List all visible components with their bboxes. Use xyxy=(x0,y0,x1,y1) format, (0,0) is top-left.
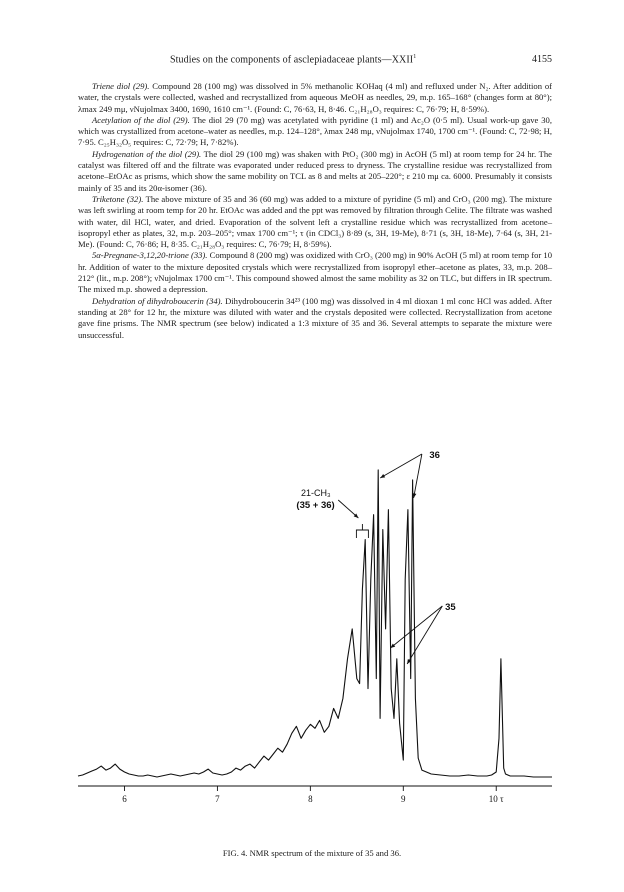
paragraph-hydrogenation: Hydrogenation of the diol (29). The diol 29 (100 mg) was shaken with PtO₂ (300 mg) in AcOH (5 ml) at room temp for 24 hr. The catalyst was filtered off and the filtrate was evaporated under reduced press to dryness. The crystalline residue was recrystallized from acetone–EtOAc as prisms, which show the same mobility on TCL as 8 and melts at 205–220°; ε 210 mμ ca. 6000. Presumably it consists mainly of 35 and its 20α-isomer (36). xyxy=(78,148,552,193)
nmr-figure xyxy=(60,438,560,838)
running-title: Studies on the components of asclepiadaceae plants—XXII$^1$ xyxy=(170,54,417,66)
x-axis xyxy=(78,786,552,804)
page-number: 4155 xyxy=(532,54,552,65)
annotation-21-ch3-sublabel: (35 + 36) xyxy=(296,500,335,511)
annotation-36-arrow-1 xyxy=(380,454,422,478)
body-text xyxy=(78,81,552,341)
paragraph-acetylation: Acetylation of the diol (29). The diol 29 (70 mg) was acetylated with pyridine (1 ml) and Ac₂O (0·5 ml). Usual work-up gave 30, which was crystallized from acetone–water as needles, m.p. 124–128°, λmax 248 mμ, νNujolmax 1740, 1700 cm⁻¹. (Found: C, 72·98; H, 7·95. C₂₅H₃₂O₅ requires: C, 72·79; H, 7·82%). xyxy=(78,114,552,148)
running-header xyxy=(78,54,552,68)
x-tick-label: 6 xyxy=(122,794,127,804)
annotation-21-ch3-label: 21-CH₃ xyxy=(301,488,331,498)
x-tick-label: 9 xyxy=(401,794,406,804)
x-tick-label: 8 xyxy=(308,794,313,804)
annotation-35-arrow-1 xyxy=(390,606,442,648)
annotation-35-label: 35 xyxy=(445,602,456,613)
paragraph-triketone: Triketone (32). The above mixture of 35 and 36 (60 mg) was added to a mixture of pyridine (5 ml) and CrO₃ (200 mg). The mixture was left swirling at room temp for 20 hr. EtOAc was added and the ppt was removed by filtration through Celite. The filtrate was washed with water, dil HCl, water, and dried. Evaporation of the solvent left a crystalline residue which was recrystallized from acetone–isopropyl ether as plates, 32, m.p. 203–205°; νmax 1700 cm⁻¹; τ (in CDCl₃) 8·89 (s, 3H, 19-Me), 8·71 (s, 3H, 18-Me), 7·64 (s, 3H, 21-Me). (Found: C, 76·86; H, 8·35. C₂₁H₂₈O₃ requires: C, 76·79; H, 8·59%). xyxy=(78,193,552,250)
nmr-spectrum-line xyxy=(78,470,552,777)
x-tick-label: 10 τ xyxy=(488,794,504,804)
annotation-35-arrow-2 xyxy=(407,606,442,664)
nmr-spectrum-chart xyxy=(60,438,560,838)
x-tick-label: 7 xyxy=(215,794,220,804)
paragraph-dehydration: Dehydration of dihydroboucerin (34). Dihydroboucerin 34²³ (100 mg) was dissolved in 4 ml dioxan 1 ml conc HCl was added. After standing at 28° for 12 hr, the mixture was diluted with water and the crystals deposited were collected. Recrystallization from acetone gave fine prisms. The NMR spectrum (see below) indicated a 1:3 mixture of 35 and 36. Several attempts to separate the mixture were unsuccessful. xyxy=(78,295,552,340)
paragraph-triene-diol: Triene diol (29). Compound 28 (100 mg) was dissolved in 5% methanolic KOHaq (4 ml) and refluxed under N₂. After addition of water, the crystals were collected, washed and recrystallized from aqueous MeOH as needles, 29, m.p. 165–168° (changes form at 80°); λmax 249 mμ, νNujolmax 3400, 1690, 1610 cm⁻¹. (Found: C, 76·63, H, 8·46. C₂₁H₂₈O₃ requires: C, 76·79; H, 8·59%). xyxy=(78,81,552,114)
annotation-36-label: 36 xyxy=(429,450,440,461)
annotation-21-ch3-bracket xyxy=(356,524,368,538)
figure-caption: FIG. 4. NMR spectrum of the mixture of 35 and 36. xyxy=(222,848,402,858)
paragraph-pregnane-trione: 5α-Pregnane-3,12,20-trione (33). Compound 8 (200 mg) was oxidized with CrO₃ (200 mg) in 90% AcOH (5 ml) at room temp for 10 hr. Addition of water to the mixture deposited crystals which were recrystallized from isopropyl ether–acetone as plates, 33, m.p. 208–212° (lit., m.p. 208°); νNujolmax 1700 cm⁻¹. This compound showed almost the same mobility as 32 on TLC, but differs in IR spectrum. The mixed m.p. showed a depression. xyxy=(78,250,552,295)
annotation-36-arrow-2 xyxy=(414,454,422,498)
